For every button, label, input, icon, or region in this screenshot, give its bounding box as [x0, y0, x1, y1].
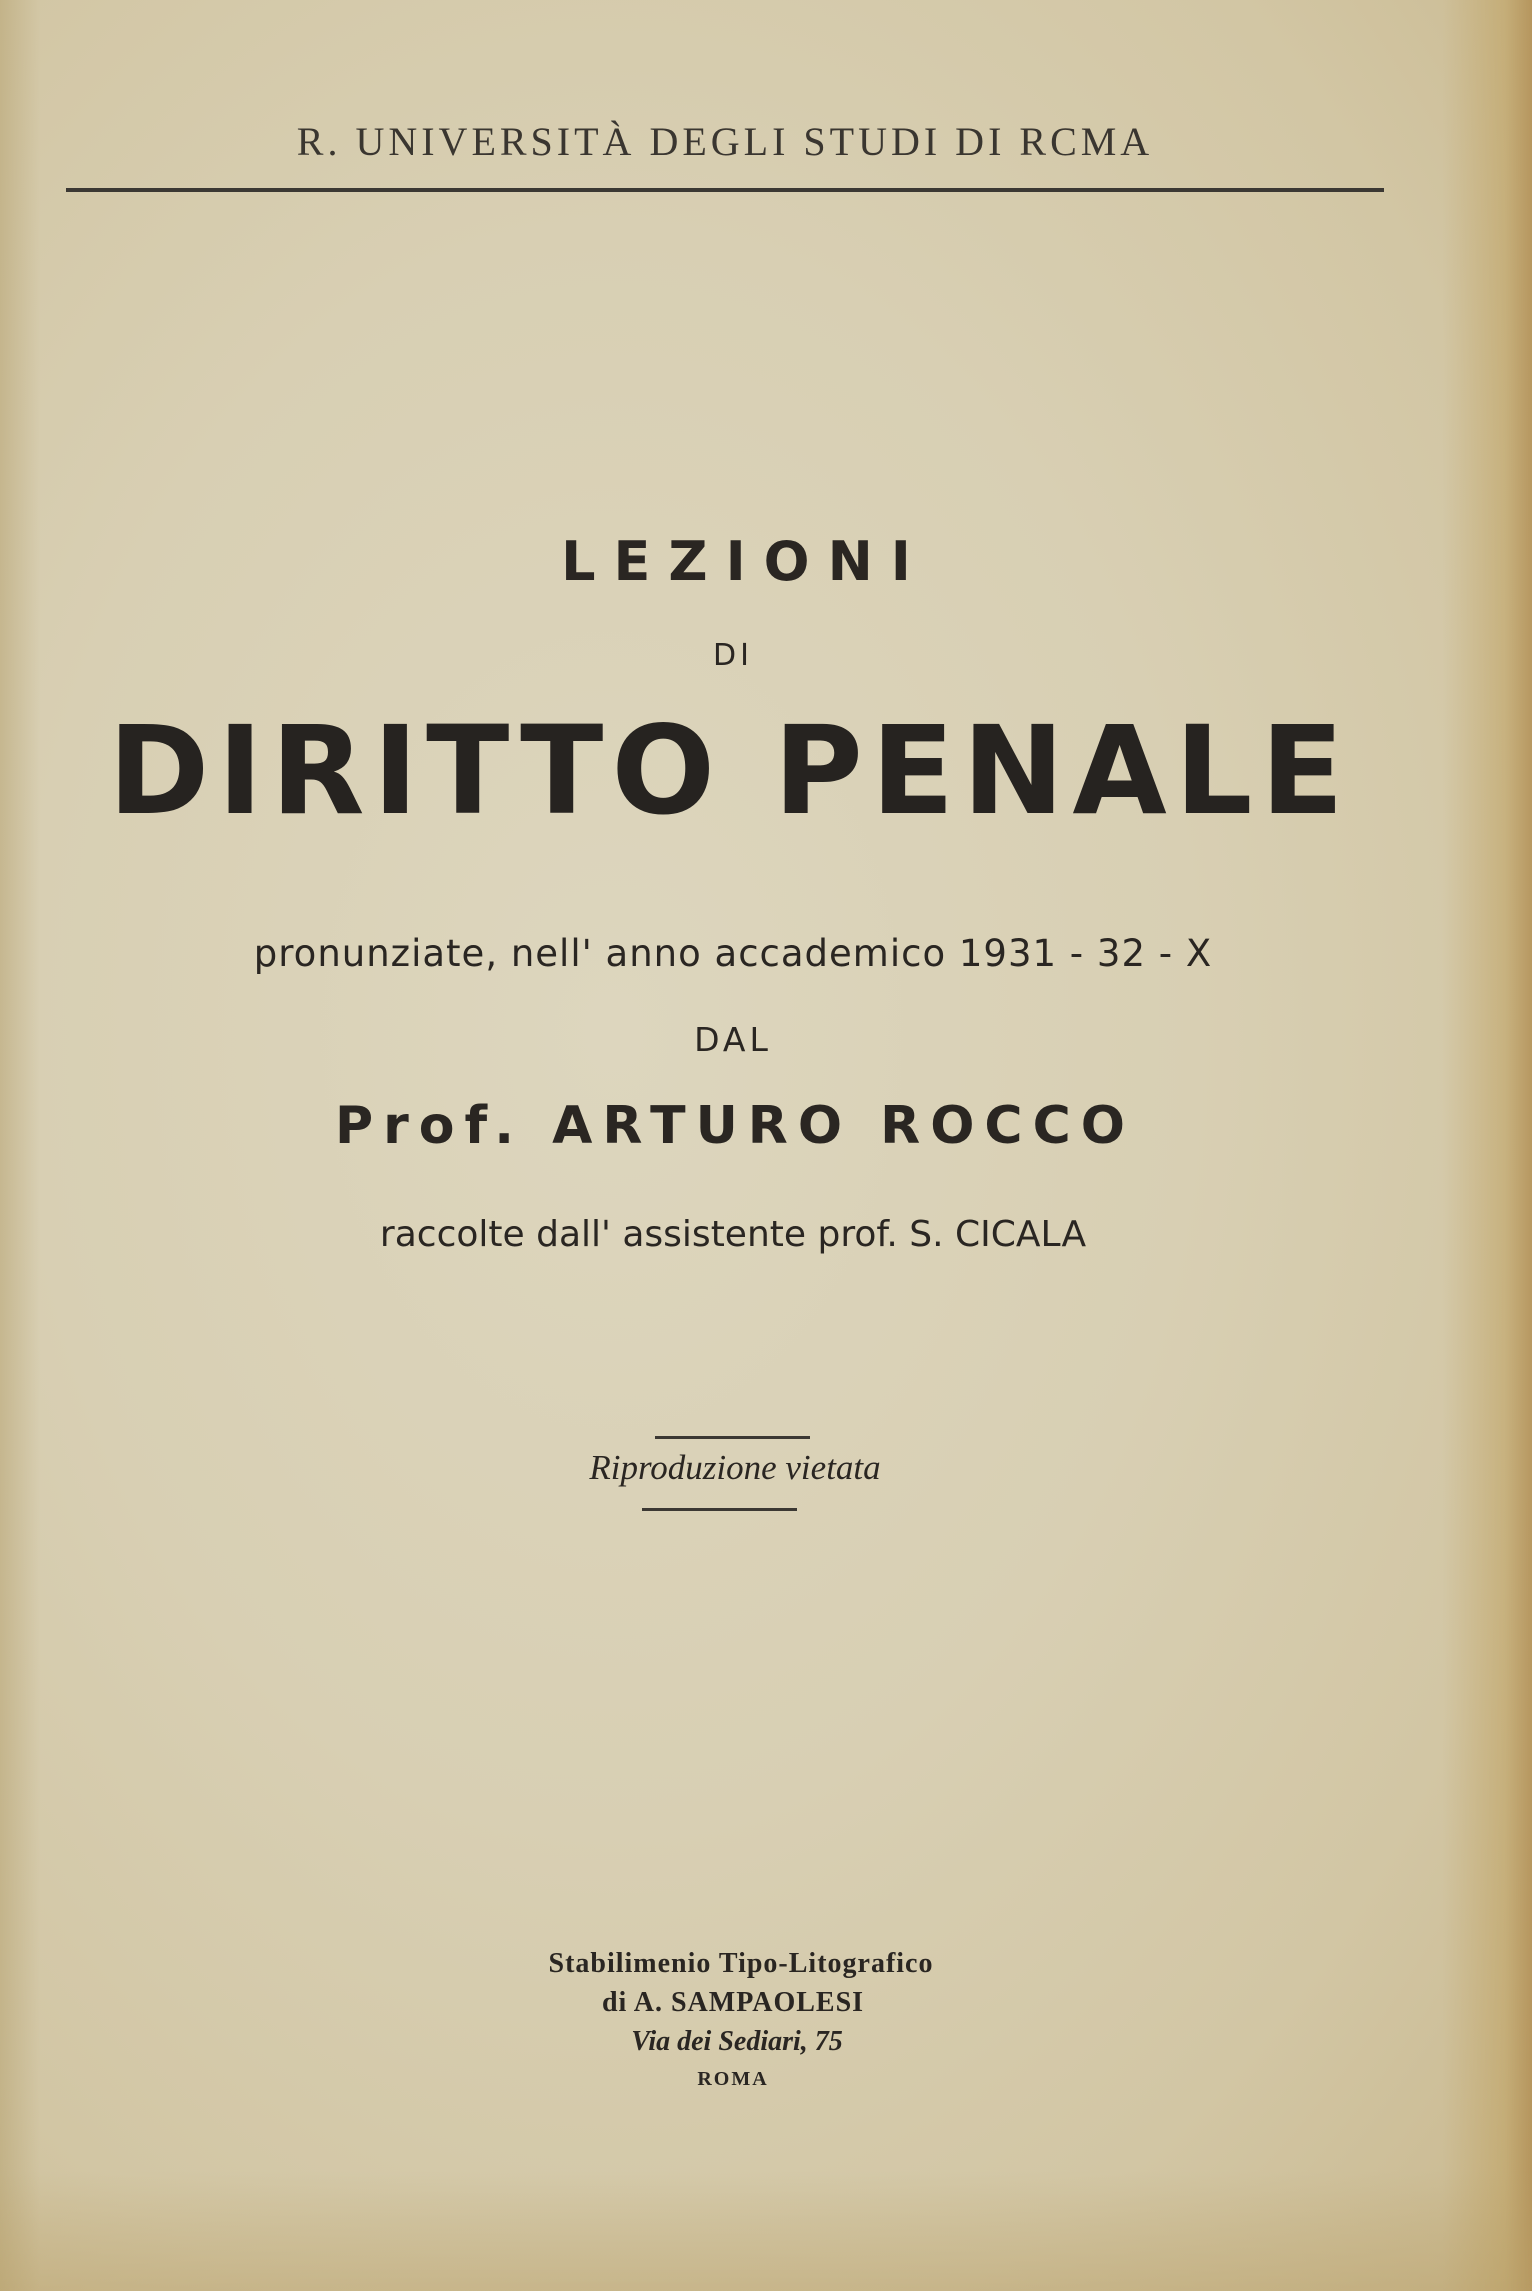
institution-header: R. UNIVERSITÀ DEGLI STUDI DI RCMA	[296, 119, 1154, 164]
printer-name: Stabilimenio Tipo-Litografico	[548, 1948, 934, 1979]
header-rule	[66, 188, 1384, 192]
notice-rule-bottom	[642, 1508, 797, 1511]
title-lezioni: LEZIONI	[561, 530, 929, 593]
printer-city: ROMA	[697, 2068, 769, 2090]
title-di: DI	[713, 638, 753, 673]
page-edge-shadow-bottom	[0, 2171, 1532, 2291]
printer-address: Via dei Sediari, 75	[631, 2026, 843, 2057]
dal-label: DAL	[694, 1020, 772, 1059]
collected-by: raccolte dall' assistente prof. S. CICALA	[379, 1214, 1087, 1255]
printer-owner: di A. SAMPAOLESI	[601, 1987, 865, 2018]
main-title: DIRITTO PENALE	[108, 700, 1352, 842]
subtitle: pronunziate, nell' anno accademico 1931 - 32 - X	[253, 932, 1213, 975]
author-name: Prof. ARTURO ROCCO	[335, 1096, 1135, 1156]
notice-rule-top	[655, 1436, 810, 1439]
reproduction-notice: Riproduzione vietata	[589, 1448, 881, 1487]
